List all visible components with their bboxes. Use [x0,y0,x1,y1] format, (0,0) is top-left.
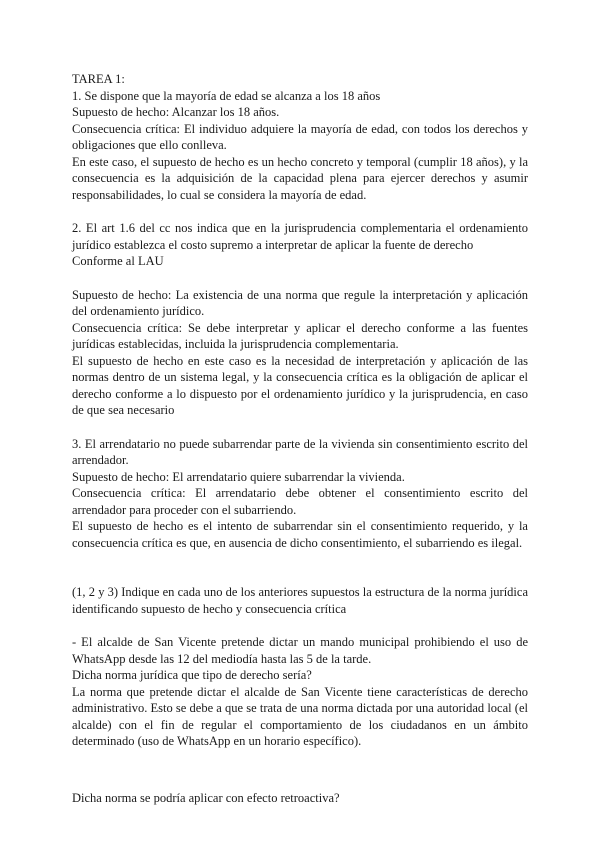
q4-pregunta: Dicha norma jurídica que tipo de derecho sería? [72,668,312,682]
q5-pregunta: Dicha norma se podría aplicar con efecto retroactiva? [72,790,340,805]
q3-consecuencia: Consecuencia crítica: El arrendatario debe obtener el consentimiento escrito del arrendador para proceder con el subarriendo. [72,486,528,517]
spacer [72,270,528,287]
spacer [72,203,528,220]
q1-supuesto: Supuesto de hecho: Alcanzar los 18 años. [72,105,280,119]
q2-explicacion: El supuesto de hecho en este caso es la necesidad de interpretación y aplicación de las normas dentro de un sistema legal, y la consecuencia crítica es la obligación de aplicar el derecho conforme a lo dispuesto por el ordenamiento jurídico y la jurisprudencia, en caso de que sea necesario [72,353,528,417]
q1-explicacion: En este caso, el supuesto de hecho es un hecho concreto y temporal (cumplir 18 años), y la consecuencia es la adquisición de la capacidad plena para ejercer derechos y asumir responsabilidades, lo cual se considera la mayoría de edad. [72,154,528,202]
q1-heading: 1. Se dispone que la mayoría de edad se alcanza a los 18 años [72,88,381,103]
q3-heading: 3. El arrendatario no puede subarrendar parte de la vivienda sin consentimiento escrito del arrendador. [72,436,528,467]
instruction-text: (1, 2 y 3) Indique en cada uno de los anteriores supuestos la estructura de la norma jurídica identificando supuesto de hecho y consecuencia crítica [72,585,528,616]
spacer [72,750,528,790]
q3-supuesto: Supuesto de hecho: El arrendatario quiere subarrendar la vivienda. [72,469,405,484]
q2-conforme: Conforme al LAU [72,254,164,268]
q2-heading: 2. El art 1.6 del cc nos indica que en la jurisprudencia complementaria el ordenamiento jurídico establezca el costo supremo a interpretar de aplicar la fuente de derecho [72,221,528,252]
q4-respuesta: La norma que pretende dictar el alcalde de San Vicente tiene características de derecho administrativo. Esto se debe a que se trata de una norma dictada por una autoridad local (el alcalde) con el fin de regular el comportamiento de los ciudadanos en un ámbito determinado (uso de WhatsApp en un horario específico). [72,684,528,748]
q3-explicacion: El supuesto de hecho es el intento de subarrendar sin el consentimiento requerido, y la consecuencia crítica es que, en ausencia de dicho consentimiento, el subarriendo es ilegal. [72,519,528,550]
q2-supuesto: Supuesto de hecho: La existencia de una norma que regule la interpretación y aplicación del ordenamiento jurídico. [72,287,528,318]
document-body [72,71,528,806]
spacer [72,551,528,584]
task-title: TAREA 1: [72,72,125,86]
q2-consecuencia: Consecuencia crítica: Se debe interpretar y aplicar el derecho conforme a las fuentes jurídicas establecidas, incluida la jurisprudencia complementaria. [72,320,528,351]
spacer [72,617,528,634]
q4-enunciado: - El alcalde de San Vicente pretende dictar un mando municipal prohibiendo el uso de WhatsApp desde las 12 del mediodía hasta las 5 de la tarde. [72,635,528,666]
spacer [72,419,528,436]
q1-consecuencia: Consecuencia crítica: El individuo adquiere la mayoría de edad, con todos los derechos y obligaciones que ello conlleva. [72,121,528,152]
